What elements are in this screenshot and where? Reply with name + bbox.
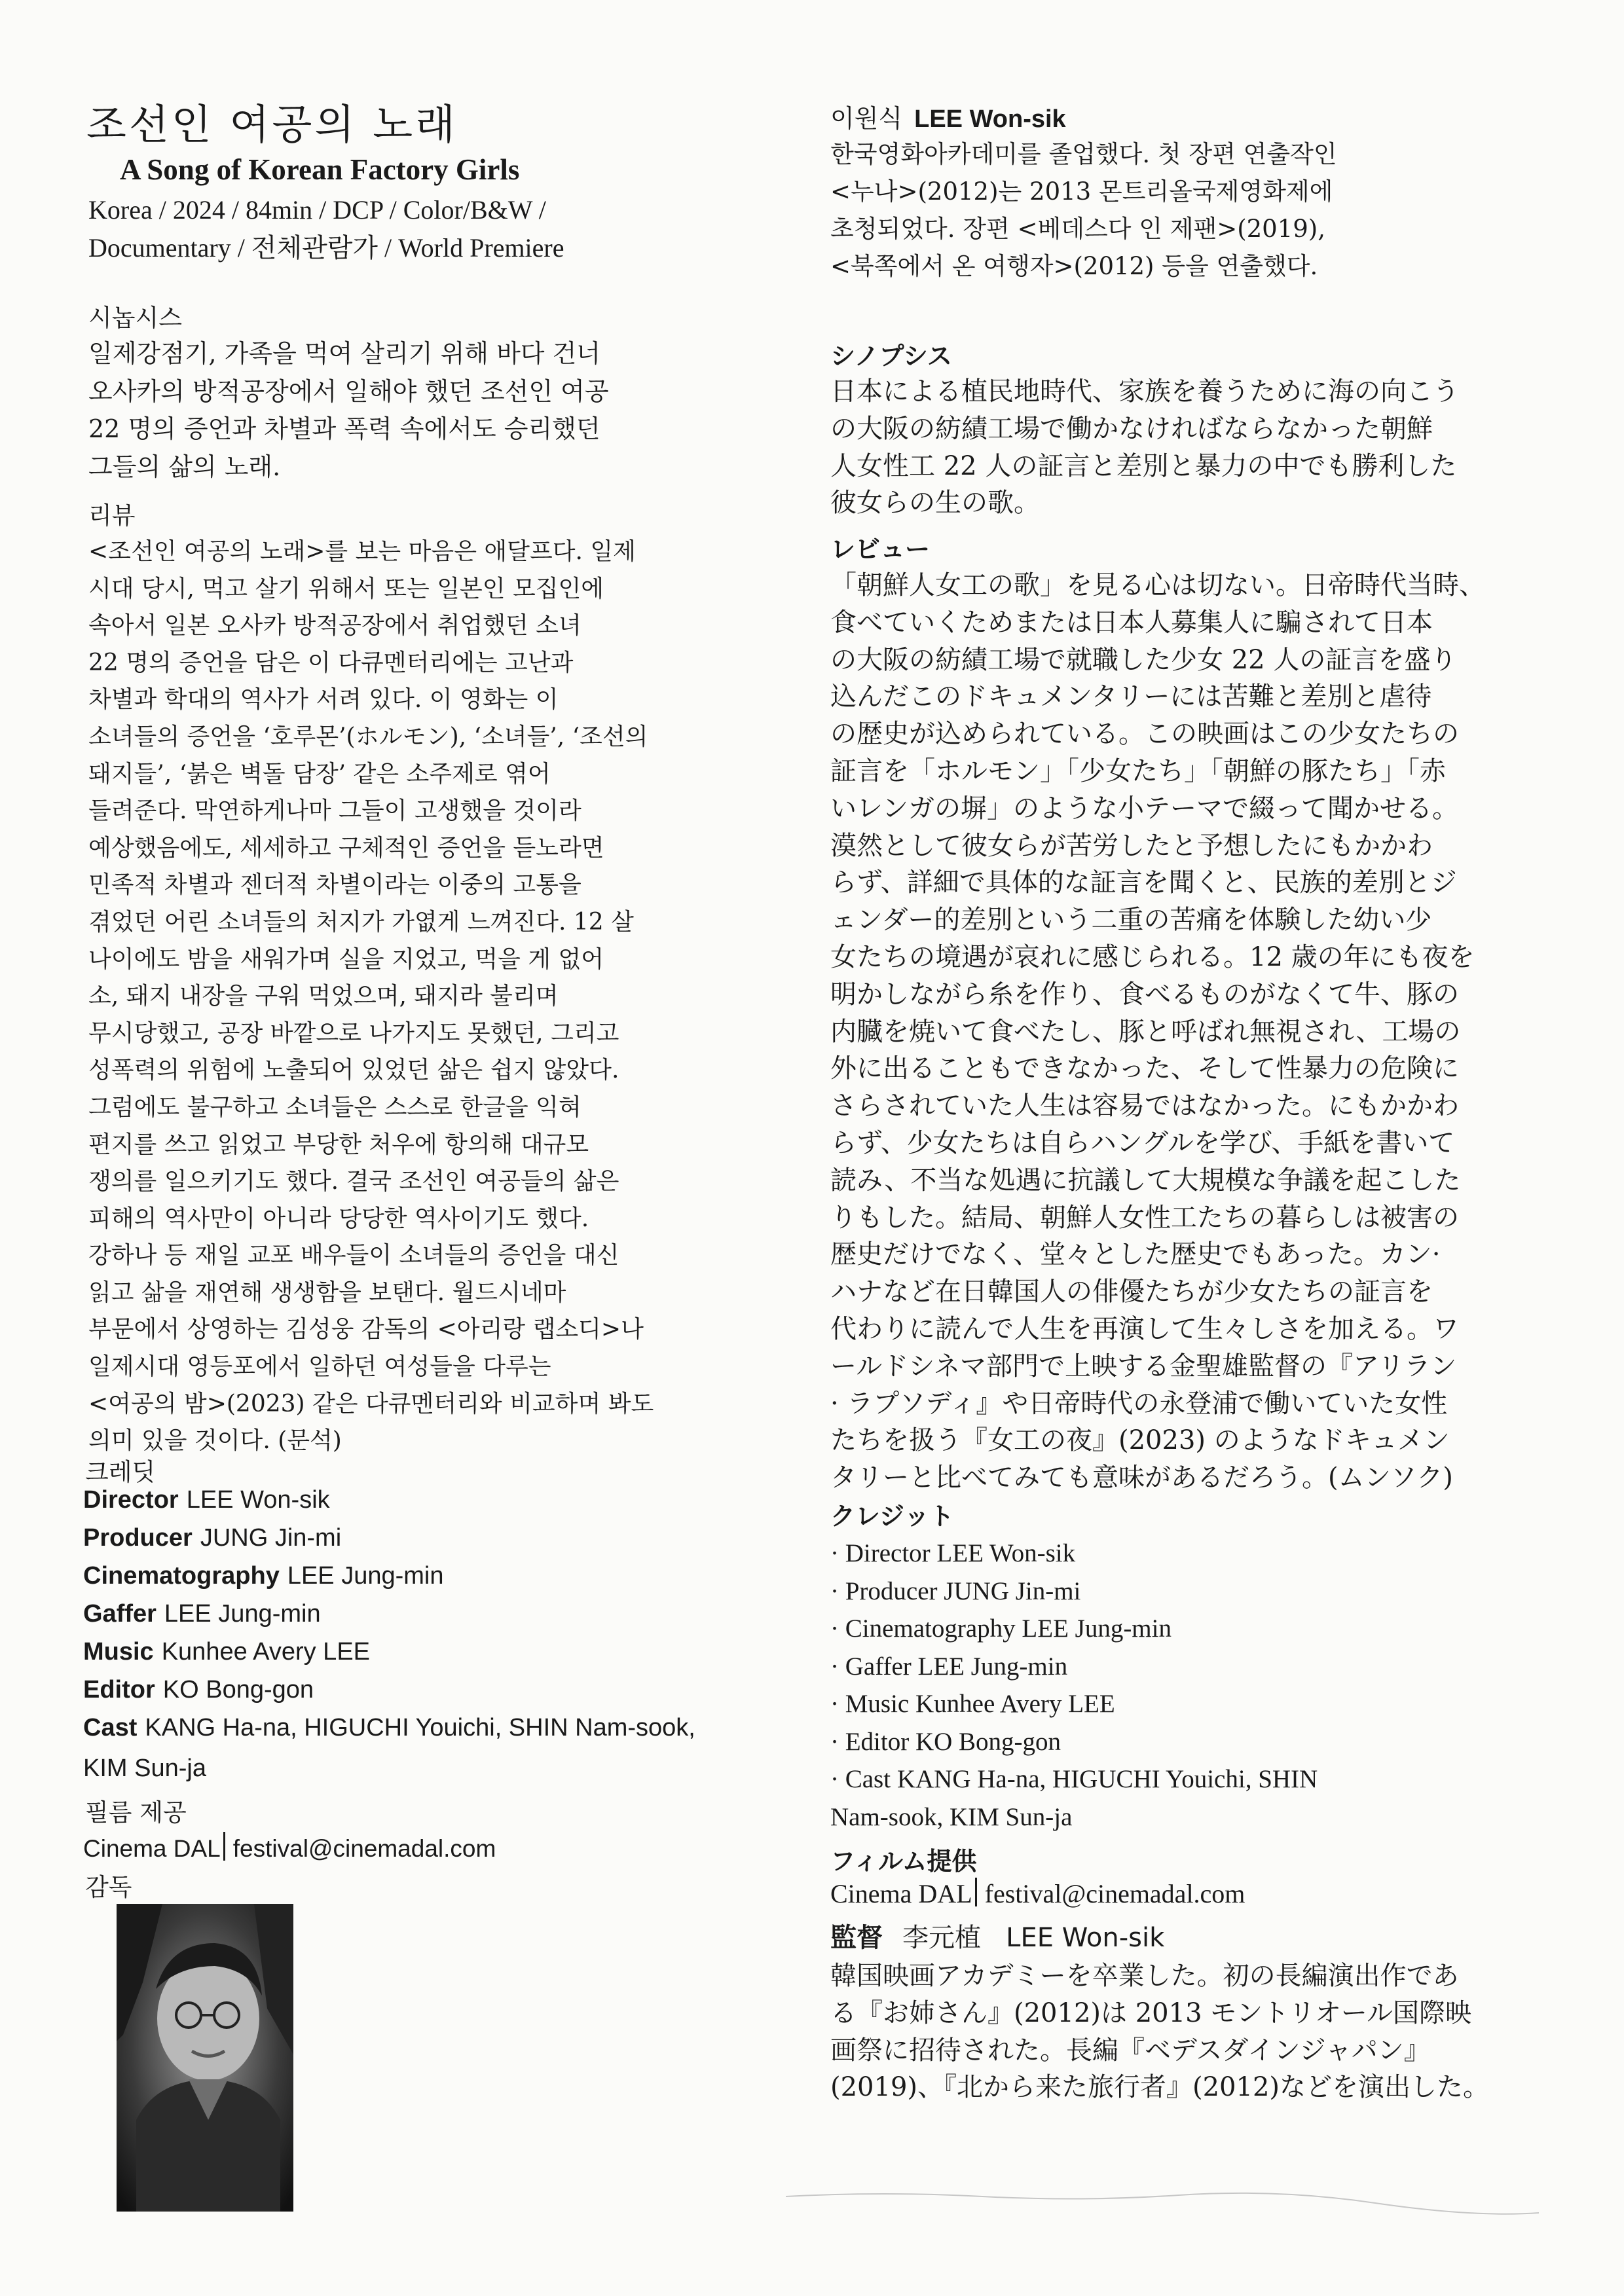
review-line: 소, 돼지 내장을 구워 먹었으며, 돼지라 불리며 xyxy=(88,983,559,1010)
review-line: 겪었던 어린 소녀들의 처지가 가엾게 느껴진다. 12 살 xyxy=(88,908,634,936)
review-line: 편지를 쓰고 읽었고 부당한 처우에 항의해 대규모 xyxy=(88,1131,589,1158)
review-line: 들려준다. 막연하게나마 그들이 고생했을 것이라 xyxy=(88,797,581,825)
bio-line: (2019)、『北から来た旅行者』(2012)などを演出した。 xyxy=(830,2072,1490,2103)
credits-heading-ko: 크레딧 xyxy=(85,1458,156,1486)
review-line: さらされていた人生は容易ではなかった。にもかかわ xyxy=(830,1091,1459,1121)
director-heading-jp: 監督 xyxy=(830,1923,883,1953)
synopsis-line: 人女性工 22 人の証言と差別と暴力の中でも勝利した xyxy=(830,450,1457,481)
review-line: らず、詳細で具体的な証言を聞くと、民族的差別とジ xyxy=(830,867,1457,898)
credits-heading-jp: クレジット xyxy=(830,1502,955,1531)
review-line: 漠然として彼女らが苦労したと予想したにもかかわ xyxy=(830,830,1433,861)
director-name-en-jp: LEE Won-sik xyxy=(1006,1923,1165,1953)
credit-role: Producer xyxy=(83,1524,193,1552)
credit-line: Nam-sook, KIM Sun-ja xyxy=(830,1802,1073,1831)
credit-role: Editor xyxy=(83,1676,155,1704)
review-line: 읽고 삶을 재연해 생생함을 보탠다. 월드시네마 xyxy=(88,1279,566,1306)
review-line: ェンダー的差別という二重の苦痛を体験した幼い少 xyxy=(830,905,1432,936)
review-line: 부문에서 상영하는 김성웅 감독의 <아리랑 랩소디>나 xyxy=(88,1316,644,1343)
review-line: たちを扱う『女工の夜』(2023) のようなドキュメン xyxy=(830,1425,1450,1456)
print-email: festival@cinemadal.com xyxy=(232,1835,496,1862)
director-heading-ko: 감독 xyxy=(85,1873,132,1901)
film-meta-line: Korea / 2024 / 84min / DCP / Color/B&W / xyxy=(88,195,546,225)
review-line: 証言を「ホルモン」「少女たち」「朝鮮の豚たち」「赤 xyxy=(830,756,1446,786)
synopsis-jp xyxy=(830,373,1524,522)
credit-row xyxy=(83,1486,330,1514)
credit-role: Music xyxy=(83,1638,154,1666)
separator-bar xyxy=(975,1878,977,1906)
credit-role: Director xyxy=(83,1486,179,1514)
bio-line: 초청되었다. 장편 <베데스다 인 제팬>(2019), xyxy=(830,215,1325,243)
review-line: 차별과 학대의 역사가 서려 있다. 이 영화는 이 xyxy=(88,686,559,714)
credit-line: · Director LEE Won-sik xyxy=(830,1539,1076,1567)
review-line: ールドシネマ部門で上映する金聖雄監督の『アリラン xyxy=(830,1351,1457,1381)
review-line: 민족적 차별과 젠더적 차별이라는 이중의 고통을 xyxy=(88,871,581,899)
credit-line: · Cinematography LEE Jung-min xyxy=(830,1614,1172,1643)
credit-line: · Gaffer LEE Jung-min xyxy=(830,1652,1068,1681)
credit-line: · Editor KO Bong-gon xyxy=(830,1727,1061,1756)
credits-list-jp xyxy=(830,1535,1524,1836)
print-company: Cinema DAL xyxy=(830,1879,972,1908)
bio-line: る『お姉さん』(2012)は 2013 モントリオール国際映 xyxy=(830,1997,1472,2028)
review-line: 込んだこのドキュメンタリーには苦難と差別と虐待 xyxy=(830,682,1432,712)
credit-name: LEE Won-sik xyxy=(186,1486,330,1514)
review-heading-ko: 리뷰 xyxy=(88,501,136,530)
print-heading-jp: フィルム提供 xyxy=(830,1847,977,1876)
director-bio-ko xyxy=(830,136,1524,285)
synopsis-line: 22 명의 증언과 차별과 폭력 속에서도 승리했던 xyxy=(88,414,600,443)
review-heading-jp: レビュー xyxy=(830,535,931,564)
review-line: の歴史が込められている。この映画はこの少女たちの xyxy=(830,719,1459,750)
torn-paper-edge xyxy=(786,2177,1539,2216)
review-line: 쟁의를 일으키기도 했다. 결국 조선인 여공들의 삶은 xyxy=(88,1168,619,1195)
review-line: 読み、不当な処遇に抗議して大規模な争議を起こした xyxy=(830,1165,1461,1195)
review-line: <여공의 밤>(2023) 같은 다큐멘터리와 비교하며 봐도 xyxy=(88,1390,654,1417)
print-source-ko xyxy=(83,1832,496,1863)
credit-row xyxy=(83,1524,341,1552)
review-line: 食べていくためまたは日本人募集人に騙されて日本 xyxy=(830,607,1433,638)
review-line: 성폭력의 위험에 노출되어 있었던 삶은 쉽지 않았다. xyxy=(88,1057,619,1084)
film-title-korean: 조선인 여공의 노래 xyxy=(86,101,458,149)
director-photo xyxy=(117,1904,293,2212)
credit-name: LEE Jung-min xyxy=(287,1562,444,1590)
bio-line: 韓国映画アカデミーを卒業した。初の長編演出作であ xyxy=(830,1961,1459,1991)
credit-name: LEE Jung-min xyxy=(164,1600,321,1628)
synopsis-heading-ko: 시놉시스 xyxy=(88,304,182,332)
review-line: 「朝鮮人女工の歌」を見る心は切ない。日帝時代当時、 xyxy=(830,570,1485,600)
synopsis-line: 일제강점기, 가족을 먹여 살리기 위해 바다 건너 xyxy=(88,339,601,368)
review-line: 속아서 일본 오사카 방적공장에서 취업했던 소녀 xyxy=(88,612,581,640)
review-line: 代わりに読んで人生を再演して生々しさを加える。ワ xyxy=(830,1313,1459,1344)
print-source-jp xyxy=(830,1878,1245,1909)
cast-continued: KIM Sun-ja xyxy=(83,1755,206,1782)
review-line: 外に出ることもできなかった、そして性暴力の危険に xyxy=(830,1053,1459,1084)
credit-row xyxy=(83,1600,321,1628)
review-line: 女たちの境遇が哀れに感じられる。12 歳の年にも夜を xyxy=(830,941,1475,972)
review-line: りもした。結局、朝鮮人女性工たちの暮らしは被害の xyxy=(830,1202,1459,1233)
print-company: Cinema DAL xyxy=(83,1835,221,1862)
credit-role: Cinematography xyxy=(83,1562,280,1590)
review-line: 시대 당시, 먹고 살기 위해서 또는 일본인 모집인에 xyxy=(88,575,604,602)
print-heading-ko: 필름 제공 xyxy=(85,1798,187,1827)
synopsis-ko xyxy=(88,335,796,486)
review-line: 무시당했고, 공장 바깥으로 나가지도 못했던, 그리고 xyxy=(88,1019,619,1047)
director-name-ko: 이원식 xyxy=(830,104,903,133)
credit-line: · Cast KANG Ha-na, HIGUCHI Youichi, SHIN xyxy=(830,1765,1318,1793)
review-line: タリーと比べてみても意味があるだろう。(ムンソク) xyxy=(830,1463,1453,1493)
credit-row xyxy=(83,1638,370,1666)
review-line: 内臓を焼いて食べたし、豚と呼ばれ無視され、工場の xyxy=(830,1016,1461,1047)
director-header-ko xyxy=(830,98,1066,134)
review-line: 돼지들’, ‘붉은 벽돌 담장’ 같은 소주제로 엮어 xyxy=(88,760,551,788)
synopsis-line: 그들의 삶의 노래. xyxy=(88,452,281,481)
credit-line: · Producer JUNG Jin-mi xyxy=(830,1576,1081,1605)
credit-role: Gaffer xyxy=(83,1600,157,1628)
review-line: いレンガの塀」のような小テーマで綴って聞かせる。 xyxy=(830,793,1458,824)
synopsis-line: 日本による植民地時代、家族を養うために海の向こう xyxy=(830,376,1459,407)
credit-row xyxy=(83,1714,695,1742)
review-jp xyxy=(830,567,1524,1497)
credit-row xyxy=(83,1676,314,1704)
credit-line: · Music Kunhee Avery LEE xyxy=(830,1690,1115,1718)
film-meta-line: Documentary / 전체관람가 / World Premiere xyxy=(88,233,564,263)
review-line: 나이에도 밤을 새워가며 실을 지었고, 먹을 게 없어 xyxy=(88,945,604,973)
print-email: festival@cinemadal.com xyxy=(984,1879,1246,1908)
credit-role: Cast xyxy=(83,1714,138,1741)
credit-row xyxy=(83,1562,444,1590)
review-line: 예상했음에도, 세세하고 구체적인 증언을 듣노라면 xyxy=(88,834,604,862)
review-line: らず、少女たちは自らハングルを学び、手紙を書いて xyxy=(830,1127,1455,1158)
bio-line: <북쪽에서 온 여행자>(2012) 등을 연출했다. xyxy=(830,252,1318,280)
review-line: 明かしながら糸を作り、食べるものがなくて牛、豚の xyxy=(830,979,1459,1010)
director-name-en: LEE Won-sik xyxy=(914,105,1066,133)
director-name-kanji: 李元植 xyxy=(902,1923,981,1953)
synopsis-line: 彼女らの生の歌。 xyxy=(830,488,1040,519)
director-bio-jp xyxy=(830,1958,1524,2106)
bio-line: <누나>(2012)는 2013 몬트리올국제영화제에 xyxy=(830,177,1333,206)
review-line: 그럼에도 불구하고 소녀들은 스스로 한글을 익혀 xyxy=(88,1093,581,1121)
credit-name: Kunhee Avery LEE xyxy=(161,1638,371,1666)
separator-bar xyxy=(223,1832,225,1861)
review-line: の大阪の紡績工場で就職した少女 22 人の証言を盛り xyxy=(830,644,1457,675)
bio-line: 한국영화아카데미를 졸업했다. 첫 장편 연출작인 xyxy=(830,140,1337,168)
synopsis-heading-jp: シノプシス xyxy=(830,342,952,371)
credit-name: JUNG Jin-mi xyxy=(200,1524,342,1552)
film-title-english: A Song of Korean Factory Girls xyxy=(120,153,520,186)
review-line: 歴史だけでなく、堂々とした歴史でもあった。カン· xyxy=(830,1239,1441,1270)
review-line: 피해의 역사만이 아니라 당당한 역사이기도 했다. xyxy=(88,1205,589,1232)
credit-name: KO Bong-gon xyxy=(162,1676,314,1704)
film-meta xyxy=(88,191,783,267)
review-line: 의미 있을 것이다. (문석) xyxy=(88,1427,342,1455)
review-line: 22 명의 증언을 담은 이 다큐멘터리에는 고난과 xyxy=(88,649,574,676)
review-line: <조선인 여공의 노래>를 보는 마음은 애달프다. 일제 xyxy=(88,538,636,565)
credit-name: KANG Ha-na, HIGUCHI Youichi, SHIN Nam-sook, xyxy=(145,1714,695,1741)
director-header-jp xyxy=(830,1917,1164,1954)
review-line: · ラプソディ』や日帝時代の永登浦で働いていた女性 xyxy=(830,1388,1448,1419)
review-line: ハナなど在日韓国人の俳優たちが少女たちの証言を xyxy=(830,1277,1433,1307)
review-line: 강하나 등 재일 교포 배우들이 소녀들의 증언을 대신 xyxy=(88,1242,619,1269)
review-line: 일제시대 영등포에서 일하던 여성들을 다루는 xyxy=(88,1353,551,1381)
synopsis-line: の大阪の紡績工場で働かなければならなかった朝鮮 xyxy=(830,413,1433,444)
review-ko xyxy=(88,534,796,1460)
bio-line: 画祭に招待された。長編『ベデスダインジャパン』 xyxy=(830,2035,1430,2066)
synopsis-line: 오사카의 방적공장에서 일해야 했던 조선인 여공 xyxy=(88,376,609,406)
review-line: 소녀들의 증언을 ‘호루몬’(ホルモン), ‘소녀들’, ‘조선의 xyxy=(88,723,648,750)
